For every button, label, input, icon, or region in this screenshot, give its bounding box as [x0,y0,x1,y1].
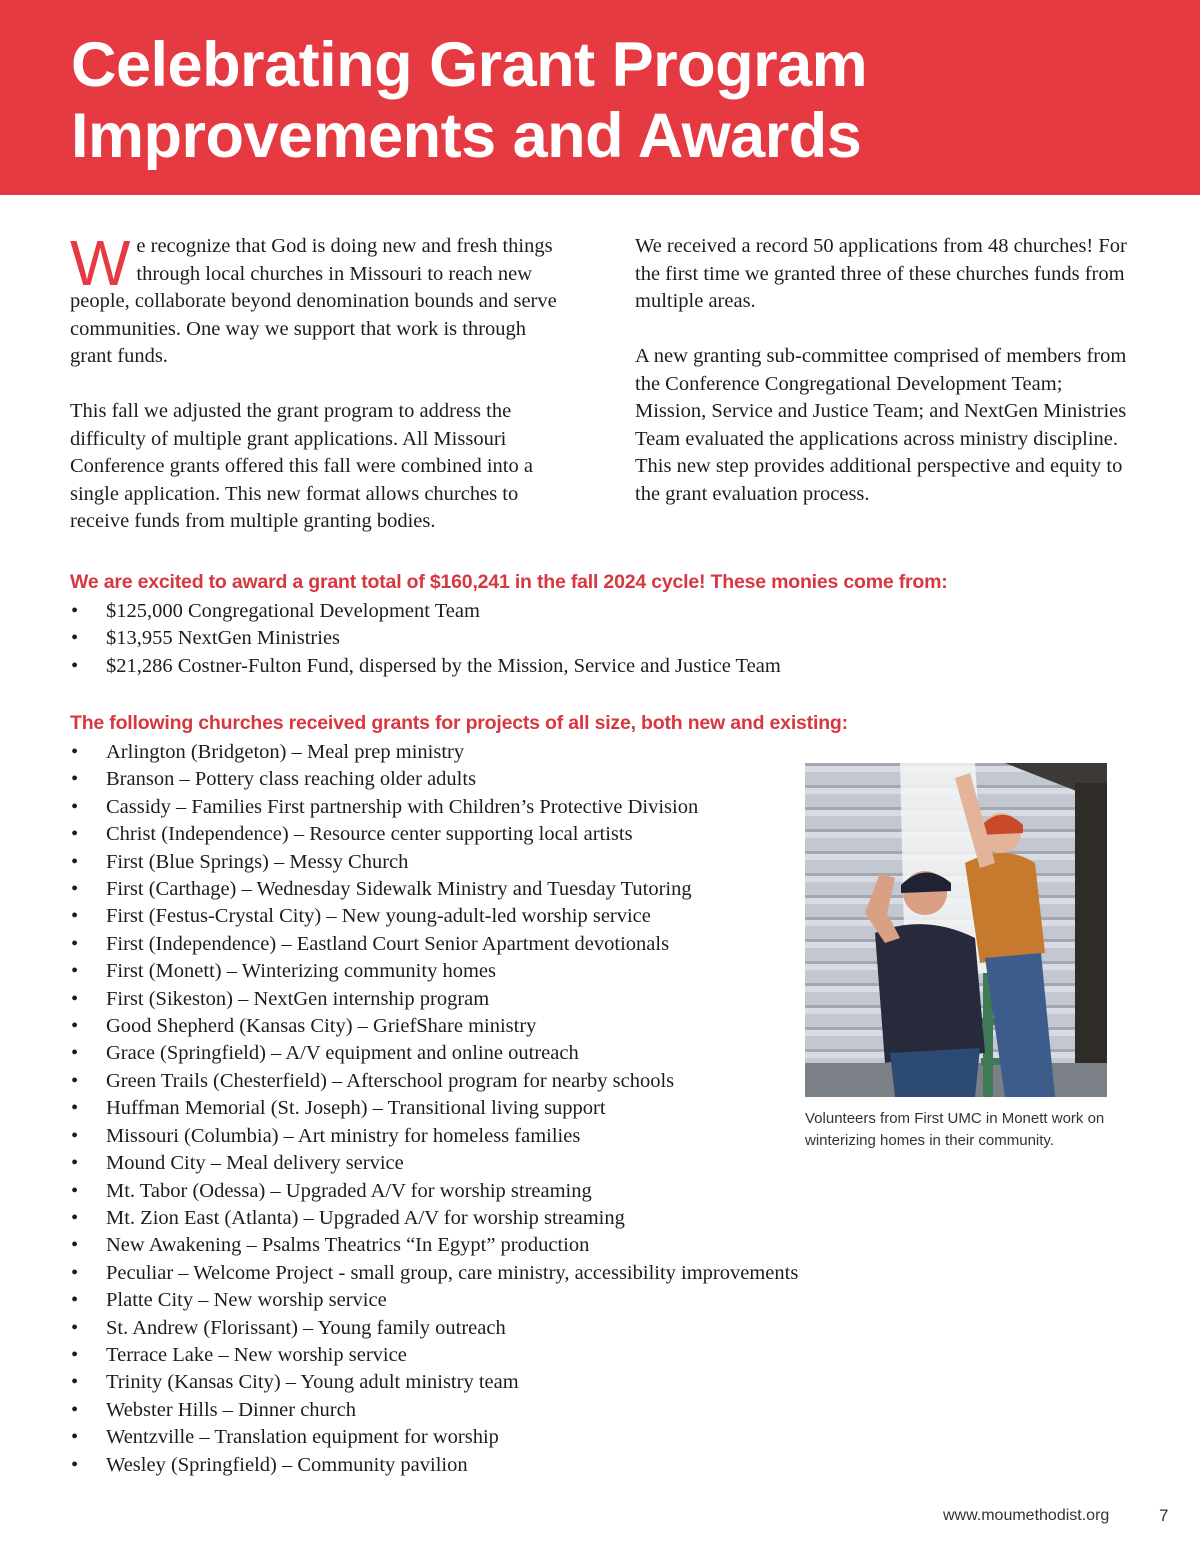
list-item-text: Peculiar – Welcome Project - small group, care ministry, accessibility improvements [106,1261,799,1284]
bullet-icon: • [71,1015,79,1038]
list-item [70,653,781,680]
list-item-text: First (Monett) – Winterizing community homes [106,960,496,983]
bullet-icon: • [71,823,79,846]
header-banner [0,0,1200,195]
list-item [70,1287,798,1314]
list-item [70,739,798,766]
list-item-text: First (Blue Springs) – Messy Church [106,850,409,873]
bullet-icon: • [71,741,79,763]
list-item [70,1013,798,1040]
title-line-1: Celebrating Grant Program [71,30,868,100]
list-item-text: Platte City – New worship service [106,1289,387,1312]
list-item-text: Wesley (Springfield) – Community pavilion [106,1453,468,1476]
list-item [70,931,798,958]
list-item-text: First (Festus-Crystal City) – New young-adult-led worship service [106,905,651,928]
list-item [70,876,798,903]
intro-paragraph-1 [70,227,570,371]
list-item [70,958,798,985]
list-item-text: Trinity (Kansas City) – Young adult ministry team [106,1371,519,1394]
list-item-text: St. Andrew (Florissant) – Young family outreach [106,1316,506,1339]
bullet-icon: • [71,850,79,873]
bullet-icon: • [71,1371,79,1394]
list-item-text: Huffman Memorial (St. Joseph) – Transitional living support [106,1097,606,1120]
list-item [70,1342,798,1369]
bullet-icon: • [71,1179,79,1202]
list-item [70,1123,798,1150]
list-item-text: Missouri (Columbia) – Art ministry for homeless families [106,1124,581,1147]
list-item-text: $13,955 NextGen Ministries [106,627,341,650]
bullet-icon: • [71,1234,79,1257]
title-line-2: Improvements and Awards [71,101,862,171]
bullet-icon: • [71,1124,79,1147]
list-item [70,1068,798,1095]
list-item [70,1178,798,1205]
list-item-text: Green Trails (Chesterfield) – Afterschool program for nearby schools [106,1069,675,1092]
list-item [70,1260,798,1287]
list-item [70,766,798,793]
list-item-text: Terrace Lake – New worship service [106,1343,407,1366]
intro-paragraph-2: This fall we adjusted the grant program to address the difficulty of multiple grant applications. All Missouri Conference grants offered this fall were combined into a single application. This new format allows churches to receive funds from multiple granting bodies. [70,400,533,532]
grants-list [70,739,798,1479]
bullet-icon: • [71,960,79,983]
list-item [70,1369,798,1396]
list-item [70,986,798,1013]
footer-url[interactable]: www.moumethodist.org [943,1507,1110,1524]
bullet-icon: • [71,627,79,650]
list-item-text: New Awakening – Psalms Theatrics “In Egypt” production [106,1234,590,1257]
list-item-text: Wentzville – Translation equipment for worship [106,1426,499,1449]
list-item-text: $21,286 Costner-Fulton Fund, dispersed by the Mission, Service and Justice Team [106,654,781,677]
list-item [70,1150,798,1177]
bullet-icon: • [71,1069,79,1092]
list-item [70,821,798,848]
drop-cap: W [70,227,131,299]
list-item-text: Grace (Springfield) – A/V equipment and online outreach [106,1042,579,1065]
intro-paragraph-4: A new granting sub-committee comprised of members from the Conference Congregational Development Team; Mission, Service and Justice Team; and NextGen Ministries Team evaluated the applications across ministry discipline. This new step provides additional perspective and equity to the grant evaluation process. [635,345,1127,505]
intro-paragraph-3: We received a record 50 applications from 48 churches! For the first time we granted three of these churches funds from multiple areas. [635,235,1127,312]
list-item [70,1397,798,1424]
page-number: 7 [1159,1506,1169,1525]
intro-paragraph-1-text: e recognize that God is doing new and fresh things through local churches in Missouri to reach new people, collaborate beyond denomination bounds and serve communities. One way we support that work is through grant funds. [70,235,557,367]
bullet-icon: • [71,987,79,1010]
bullet-icon: • [71,768,79,791]
list-item [70,598,781,625]
list-item [70,1232,798,1259]
photo-caption: Volunteers from First UMC in Monett work on winterizing homes in their community. [805,1110,1105,1149]
intro-right-column [635,233,1135,536]
list-item-text: Cassidy – Families First partnership with Children’s Protective Division [106,795,699,818]
intro-left-column [70,227,570,563]
bullet-icon: • [71,932,79,955]
bullet-icon: • [71,1398,79,1421]
list-item-text: Mt. Tabor (Odessa) – Upgraded A/V for worship streaming [106,1179,592,1202]
bullet-icon: • [71,1152,79,1175]
funding-list [70,598,781,680]
bullet-icon: • [71,1289,79,1312]
list-item-text: First (Sikeston) – NextGen internship program [106,987,490,1010]
grants-heading: The following churches received grants for projects of all size, both new and existing: [70,712,848,734]
bullet-icon: • [71,1426,79,1449]
list-item [70,1095,798,1122]
list-item-text: First (Independence) – Eastland Court Senior Apartment devotionals [106,932,670,955]
list-item [70,1205,798,1232]
bullet-icon: • [71,600,79,622]
list-item [70,1040,798,1067]
list-item-text: Mound City – Meal delivery service [106,1152,404,1175]
list-item [70,794,798,821]
page-title [71,30,867,172]
list-item-text: Mt. Zion East (Atlanta) – Upgraded A/V for worship streaming [106,1206,625,1229]
list-item-text: Branson – Pottery class reaching older adults [106,768,477,791]
funding-heading: We are excited to award a grant total of $160,241 in the fall 2024 cycle! These monies come from: [70,571,948,593]
list-item-text: Good Shepherd (Kansas City) – GriefShare ministry [106,1015,537,1038]
bullet-icon: • [71,654,79,677]
list-item-text: Webster Hills – Dinner church [106,1398,356,1421]
list-item-text: First (Carthage) – Wednesday Sidewalk Ministry and Tuesday Tutoring [106,878,692,901]
bullet-icon: • [71,1343,79,1366]
list-item [70,625,781,652]
list-item [70,1452,798,1479]
list-item [70,1315,798,1342]
bullet-icon: • [71,905,79,928]
volunteers-photo [805,763,1107,1097]
list-item [70,903,798,930]
bullet-icon: • [71,1261,79,1284]
volunteers-photo-illustration [805,763,1107,1097]
list-item-text: Christ (Independence) – Resource center supporting local artists [106,823,633,846]
bullet-icon: • [71,1042,79,1065]
bullet-icon: • [71,878,79,901]
list-item [70,849,798,876]
bullet-icon: • [71,1453,79,1476]
list-item-text: $125,000 Congregational Development Team [106,600,480,622]
bullet-icon: • [71,1206,79,1229]
list-item [70,1424,798,1451]
bullet-icon: • [71,1097,79,1120]
bullet-icon: • [71,795,79,818]
bullet-icon: • [71,1316,79,1339]
list-item-text: Arlington (Bridgeton) – Meal prep ministry [106,741,465,763]
